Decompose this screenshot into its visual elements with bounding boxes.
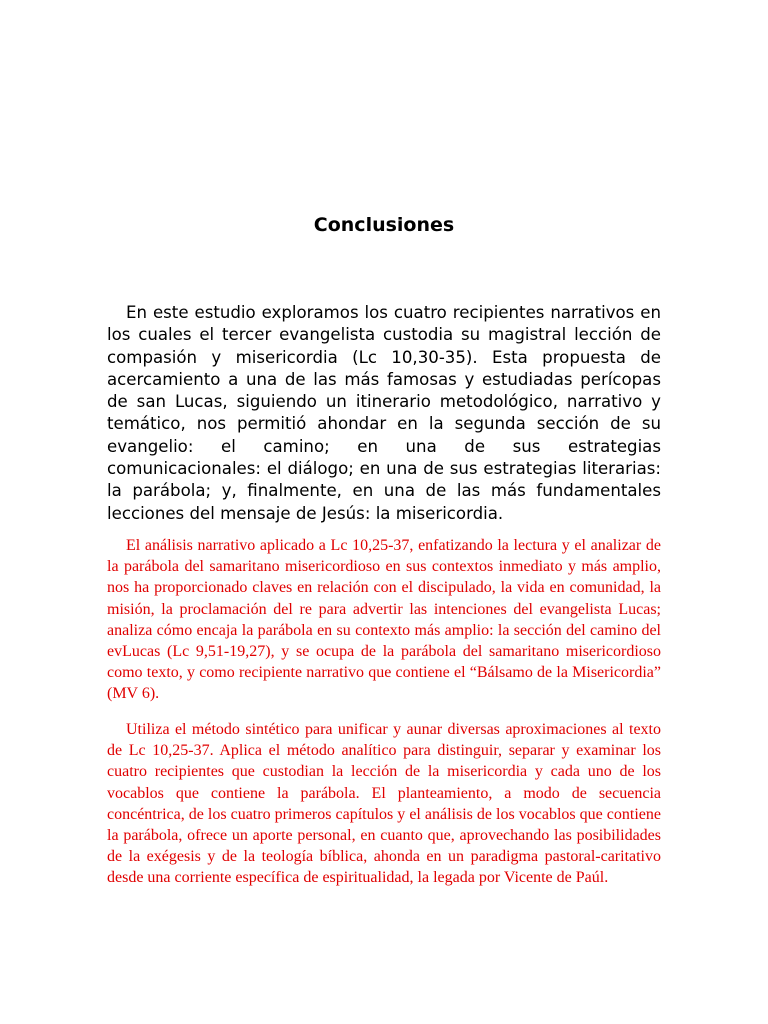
- page-title: Conclusiones: [313, 214, 455, 236]
- intro-paragraph: En este estudio exploramos los cuatro recipientes narrativos en los cuales el tercer evangelista custodia su magistral lección de compasión y misericordia (Lc 10,30-35). Esta propuesta de acercamiento a una de las más famosas y estudiadas perícopas de san Lucas, siguiendo un itinerario metodológico, narrativo y temático, nos permitió ahondar en la segunda sección de su evangelio: el camino; en una de sus estrategias comunicacionales: el diálogo; en una de sus estrategias literarias: la parábola; y, finalmente, en una de las más fundamentales lecciones del mensaje de Jesús: la misericordia.: [107, 303, 661, 523]
- highlighted-paragraph-narrative-analysis: El análisis narrativo aplicado a Lc 10,25-37, enfatizando la lectura y el analizar de la parábola del samaritano misericordioso en sus contextos inmediato y más amplio, nos ha proporcionado claves en relación con el discipulado, la vida en comunidad, la misión, la proclamación del re para advertir las intenciones del evangelista Lucas; analiza cómo encaja la parábola en su contexto más amplio: la sección del camino del evLucas (Lc 9,51-19,27), y se ocupa de la parábola del samaritano misericordioso como texto, y como recipiente narrativo que contiene el “Bálsamo de la Misericordia” (MV 6).: [107, 537, 661, 703]
- highlighted-paragraph-method: Utiliza el método sintético para unificar y aunar diversas aproximaciones al texto de Lc 10,25-37. Aplica el método analítico para distinguir, separar y examinar los cuatro recipientes que custodian la lección de la misericordia y cada uno de los vocablos que contiene la parábola. El planteamiento, a modo de secuencia concéntrica, de los cuatro primeros capítulos y el análisis de los vocablos que contiene la parábola, ofrece un aporte personal, en cuanto que, aprovechando las posibilidades de la exégesis y de la teología bíblica, ahonda en un paradigma pastoral-caritativo desde una corriente específica de espiritualidad, la legada por Vicente de Paúl.: [107, 721, 661, 887]
